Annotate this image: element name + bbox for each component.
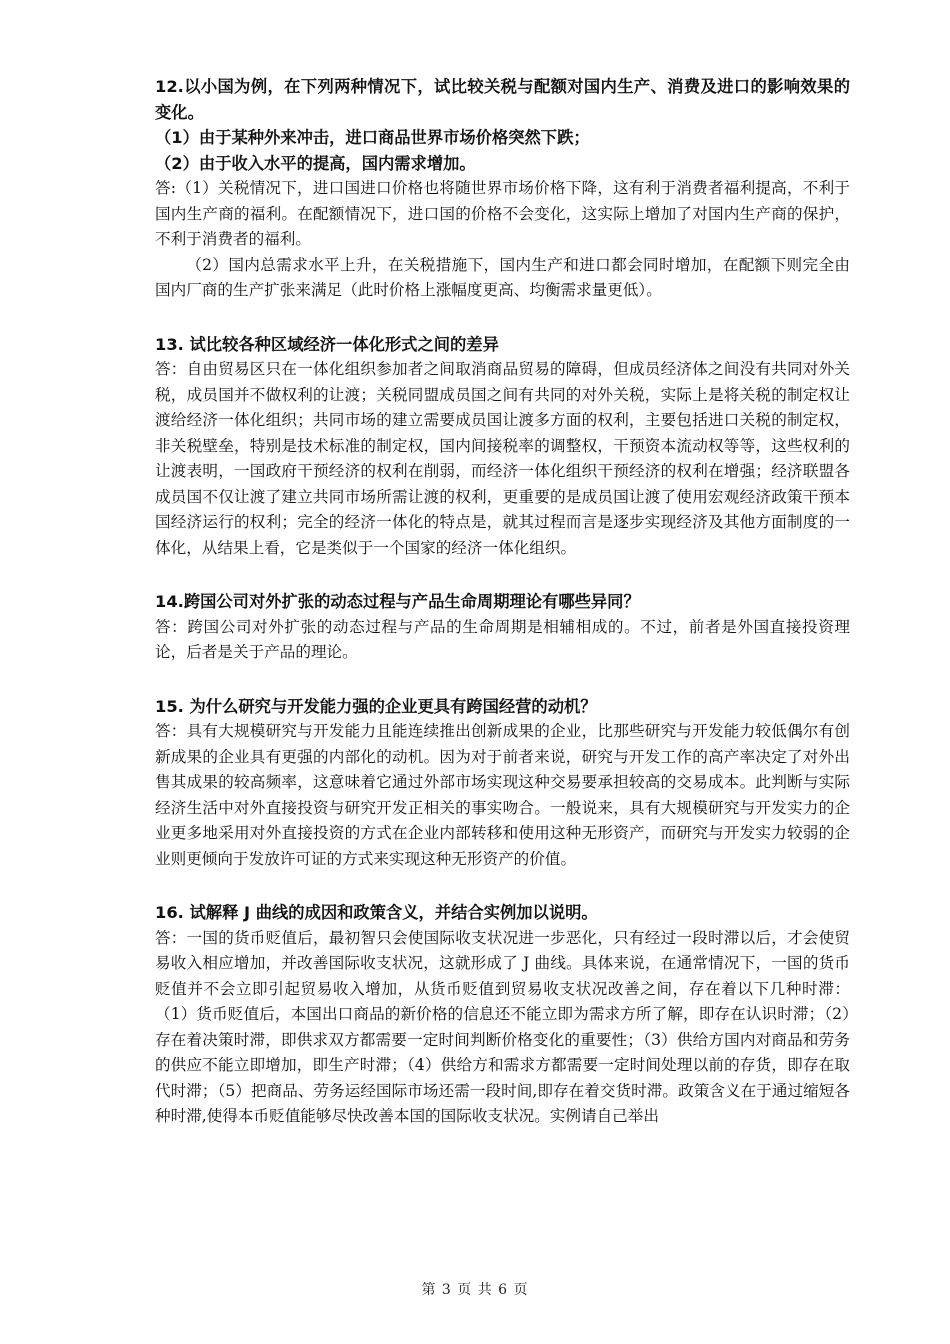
question-title: 15. 为什么研究与开发能力强的企业更具有跨国经营的动机？ <box>155 696 597 716</box>
page-footer: 第 3 页 共 6 页 <box>421 1282 529 1298</box>
answer-paragraph: 答:（1）关税情况下，进口国进口价格也将随世界市场价格下降，这有利于消费者福利提高，不利于国内生产商的福利。在配额情况下，进口国的价格不会变化，这实际上增加了对国内生产商的保护，不利于消费者的福利。 <box>155 179 850 248</box>
answer-paragraph: （2）国内总需求水平上升，在关税措施下，国内生产和进口都会同时增加，在配额下则完全由国内厂商的生产扩张来满足（此时价格上涨幅度更高、均衡需求量更低）。 <box>155 255 850 299</box>
answer-paragraph: 答：跨国公司对外扩张的动态过程与产品的生命周期是相辅相成的。不过，前者是外国直接投资理论，后者是关于产品的理论。 <box>155 617 850 661</box>
question-subitem: （2）由于收入水平的提高，国内需求增加。 <box>155 153 476 173</box>
question-15 <box>155 694 850 873</box>
question-title: 14.跨国公司对外扩张的动态过程与产品生命周期理论有哪些异同？ <box>155 592 640 611</box>
question-13 <box>155 332 850 562</box>
answer-paragraph: 答：自由贸易区只在一体化组织参加者之间取消商品贸易的障碍，但成员经济体之间没有共同对外关税，成员国并不做权利的让渡；关税同盟成员国之间有共同的对外关税，实际上是将关税的制定权让渡给经济一体化组织；共同市场的建立需要成员国让渡多方面的权利，主要包括进口关税的制定权，非关税壁垒，特别是技术标准的制定权，国内间接税率的调整权，干预资本流动权等等，这些权利的让渡表明，一国政府干预经济的权利在削弱，而经济一体化组织干预经济的权利在增强；经济联盟各成员国不仅让渡了建立共同市场所需让渡的权利，更重要的是成员国让渡了使用宏观经济政策干预本国经济运行的权利；完全的经济一体化的特点是，就其过程而言是逐步实现经济及其他方面制度的一体化，从结果上看，它是类似于一个国家的经济一体化组织。 <box>155 360 850 557</box>
question-title: 13. 试比较各种区域经济一体化形式之间的差异 <box>155 334 499 354</box>
answer-paragraph: 答：具有大规模研究与开发能力且能连续推出创新成果的企业，比那些研究与开发能力较低偶尔有创新成果的企业具有更强的内部化的动机。因为对于前者来说，研究与开发工作的高产率决定了对外出售其成果的较高频率，这意味着它通过外部市场实现这种交易要承担较高的交易成本。此判断与实际经济生活中对外直接投资与研究开发正相关的事实吻合。一般说来，具有大规模研究与开发实力的企业更多地采用对外直接投资的方式在企业内部转移和使用这种无形资产，而研究与开发实力较弱的企业则更倾向于发放许可证的方式来实现这种无形资产的价值。 <box>155 722 850 868</box>
question-title: 12.以小国为例，在下列两种情况下，试比较关税与配额对国内生产、消费及进口的影响效果的变化。 <box>155 77 850 122</box>
question-16 <box>155 900 850 1130</box>
question-14 <box>155 589 850 666</box>
question-12 <box>155 74 850 304</box>
document-page <box>155 74 850 1158</box>
question-title: 16. 试解释 J 曲线的成因和政策含义，并结合实例加以说明。 <box>155 903 598 922</box>
answer-paragraph: 答：一国的货币贬值后，最初智只会使国际收支状况进一步恶化，只有经过一段时滞以后，才会使贸易收入相应增加，并改善国际收支状况，这就形成了 J 曲线。具体来说，在通常情况下，一国的货币贬值并不会立即引起贸易收入增加，从货币贬值到贸易收支状况改善之间，存在着以下几种时滞：（1）货币贬值后，本国出口商品的新价格的信息还不能立即为需求方所了解，即存在认识时滞；（2）存在着决策时滞，即供求双方都需要一定时间判断价格变化的重要性；（3）供给方国内对商品和劳务的供应不能立即增加，即生产时滞；（4）供给方和需求方都需要一定时间处理以前的存货，即存在取代时滞；（5）把商品、劳务运经国际市场还需一段时间,即存在着交货时滞。政策含义在于通过缩短各种时滞,使得本币贬值能够尽快改善本国的国际收支状况。实例请自己举出 <box>155 928 850 1125</box>
question-subitem: （1）由于某种外来冲击，进口商品世界市场价格突然下跌； <box>155 128 590 147</box>
